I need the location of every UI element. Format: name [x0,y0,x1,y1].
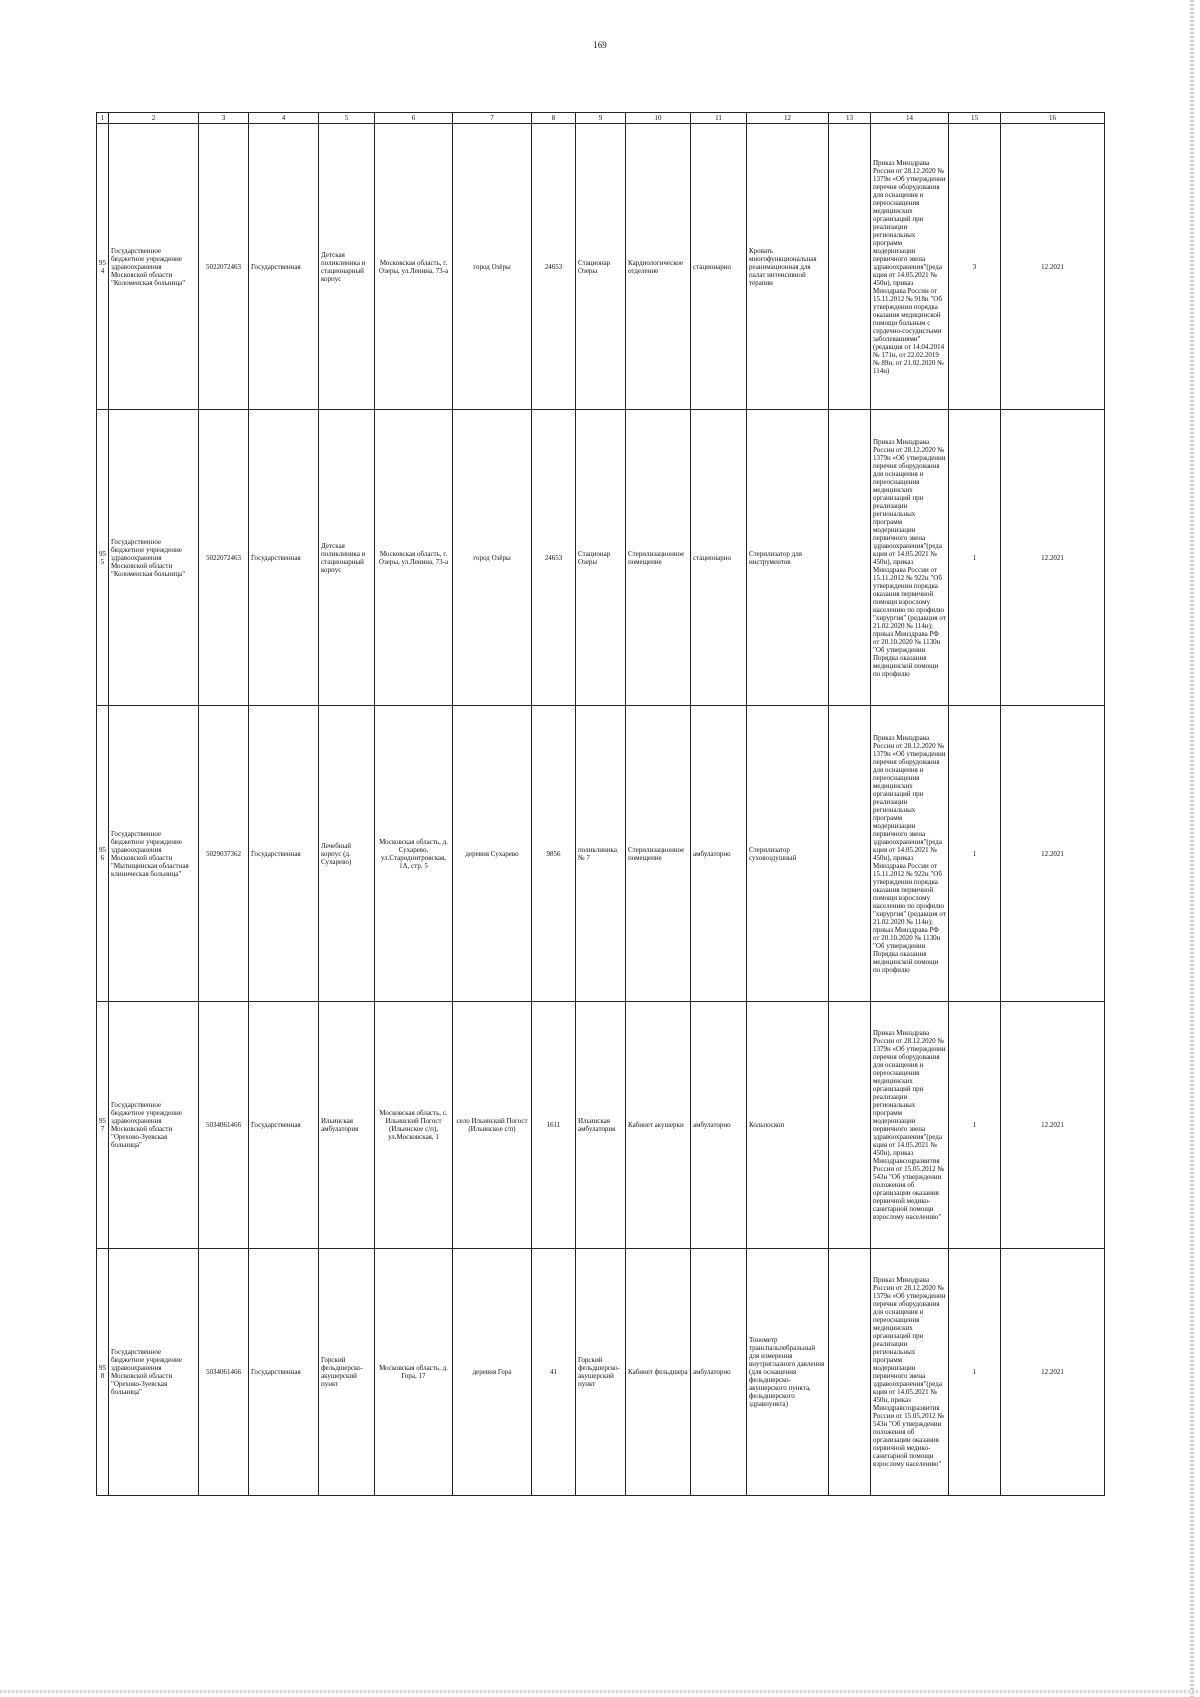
column-13-cell [829,1249,871,1496]
population: 1611 [532,1002,576,1249]
delivery-date: 12.2021 [1001,410,1105,706]
unit-name: Стационар Озеры [576,124,626,410]
column-header: 12 [747,113,829,124]
care-type: стационарно [691,124,747,410]
unit-name: Стационар Озеры [576,410,626,706]
department-name: Кардиологическое отделение [626,124,691,410]
column-header: 3 [199,113,249,124]
unit-name: Горский фельдшерско-акушерский пункт [576,1249,626,1496]
care-type: амбулаторно [691,1249,747,1496]
delivery-date: 12.2021 [1001,706,1105,1002]
delivery-date: 12.2021 [1001,1002,1105,1249]
equipment-name: Кровать многофункциональная реанимационная для палат интенсивной терапии [747,124,829,410]
care-type: амбулаторно [691,1002,747,1249]
row-number: 958 [97,1249,109,1496]
column-header: 2 [109,113,199,124]
column-header: 13 [829,113,871,124]
address: Московская область, г. Озеры, ул.Ленина, 73-а [375,124,453,410]
address: Московская область, д. Гора, 17 [375,1249,453,1496]
organization-name: Государственное бюджетное учреждение здравоохранения Московской области "Орехово-Зуевская больница" [109,1002,199,1249]
population: 24653 [532,410,576,706]
quantity: 1 [949,706,1001,1002]
locality: город Озёры [453,124,532,410]
department-name: Стерилизационное помещение [626,706,691,1002]
inn-value: 5034061466 [199,1249,249,1496]
column-header: 11 [691,113,747,124]
column-13-cell [829,124,871,410]
table-row [97,1249,1105,1496]
page-number: 169 [593,40,607,50]
regulatory-document-text: Приказ Минздрава России от 28.12.2020 № 1379н «Об утверждении перечня оборудования для оснащения и переоснащения медицинских организаций при реализации региональных программ модернизации первичного звена здравоохранения"(реда кция от 14.05.2021 № 450н), приказ Минздрава России от 15.11.2012 № 922н "Об утверждении порядка оказания первичной помощи взрослому населению по профилю "хирургия" (редакция от 21.02.2020 № 114н); приказ Минздрава РФ от 20.10.2020 № 1130н "Об утверждении Порядка оказания медицинской помощи по профилю [873,437,946,678]
column-header: 15 [949,113,1001,124]
equipment-name: Стерилизатор для инструментов [747,410,829,706]
delivery-date: 12.2021 [1001,124,1105,410]
regulatory-document-text: Приказ Минздрава России от 28.12.2020 № 1379н «Об утверждении перечня оборудования для оснащения и переоснащения медицинских организаций при реализации региональных программ модернизации первичного звена здравоохранения"(реда кция от 14.05.2021 № 450н, приказ Минздравсоцразвития России от 15.05.2012 № 543н "Об утверждении положения об организации оказания первичной медико-санитарной помощи взрослому населению" [873,1276,946,1468]
regulatory-document [871,706,949,1002]
locality: деревня Сухарево [453,706,532,1002]
care-type: амбулаторно [691,706,747,1002]
column-header: 4 [249,113,319,124]
quantity: 3 [949,124,1001,410]
locality: село Ильинский Погост (Ильинское с/п) [453,1002,532,1249]
building-name: Ильинская амбулатория [319,1002,375,1249]
ownership-form: Государственная [249,410,319,706]
ownership-form: Государственная [249,124,319,410]
column-header: 16 [1001,113,1105,124]
column-header: 7 [453,113,532,124]
regulatory-document [871,410,949,706]
column-header: 6 [375,113,453,124]
population: 9856 [532,706,576,1002]
ownership-form: Государственная [249,1249,319,1496]
equipment-registry-table [96,112,1105,1496]
column-13-cell [829,706,871,1002]
quantity: 1 [949,410,1001,706]
building-name: Детская поликлиника и стационарный корпус [319,410,375,706]
organization-name: Государственное бюджетное учреждение здравоохранения Московской области "Орехово-Зуевская больница" [109,1249,199,1496]
building-name: Горский фельдшерско-акушерский пункт [319,1249,375,1496]
regulatory-document [871,124,949,410]
regulatory-document-text: Приказ Минздрава России от 28.12.2020 № 1379н «Об утверждении перечня оборудования для оснащения и переоснащения медицинских организаций при реализации региональных программ модернизации первичного звена здравоохранения"(реда кция от 14.05.2021 № 450н), приказ Минздрава России от 15.11.2012 № 922н "Об утверждении порядка оказания первичной помощи взрослому населению по профилю "хирургия" (редакция от 21.02.2020 № 114н); приказ Минздрава РФ от 20.10.2020 № 1130н "Об утверждении Порядка оказания медицинской помощи по профилю [873,733,946,974]
department-name: Кабинет акушерки [626,1002,691,1249]
column-13-cell [829,1002,871,1249]
quantity: 1 [949,1249,1001,1496]
unit-name: Ильинская амбулатория [576,1002,626,1249]
ownership-form: Государственная [249,706,319,1002]
building-name: Детская поликлиника и стационарный корпус [319,124,375,410]
inn-value: 5034061466 [199,1002,249,1249]
regulatory-document-text: Приказ Минздрава России от 28.12.2020 № 1379н «Об утверждении перечня оборудования для оснащения и переоснащения медицинских организаций при реализации региональных программ модернизации первичного звена здравоохранения"(реда кция от 14.05.2021 № 450н), приказ Минздравсоцразвития России от 15.05.2012 № 543н "Об утверждении положения об организации оказания первичной медико-санитарной помощи взрослому населению" [873,1029,946,1221]
locality: деревня Гора [453,1249,532,1496]
address: Московская область, с. Ильинский Погост (Ильинское с/п), ул.Московская, 1 [375,1002,453,1249]
equipment-name: Тонометр транспальпебральный для измерения внутриглазного давления (для оснащения фельдшерско-акушерского пункта, фельдшерского здравпункта) [747,1249,829,1496]
column-header: 8 [532,113,576,124]
address: Московская область, г. Озеры, ул.Ленина, 73-а [375,410,453,706]
department-name: Стерилизационное помещение [626,410,691,706]
unit-name: поликлиника № 7 [576,706,626,1002]
column-13-cell [829,410,871,706]
equipment-name: Стерилизатор суховоздушный [747,706,829,1002]
organization-name: Государственное бюджетное учреждение здравоохранения Московской области "Коломенская больница" [109,410,199,706]
column-header: 10 [626,113,691,124]
column-header: 9 [576,113,626,124]
regulatory-document [871,1249,949,1496]
scan-edge-right [1190,0,1194,1697]
table-row [97,410,1105,706]
table-row [97,124,1105,410]
population: 41 [532,1249,576,1496]
equipment-name: Кольпоскоп [747,1002,829,1249]
regulatory-document-text: Приказ Минздрава России от 28.12.2020 № 1379н «Об утверждении перечня оборудования для оснащения и переоснащения медицинских организаций при реализации региональных программ модернизации первичного звена здравоохранения"(реда кция от 14.05.2021 № 450н), приказ Минздрава России от 15.11.2012 № 918н "Об утверждении порядка оказания медицинской помощи больным с сердечно-сосудистыми заболеваниями" (редакция от 14.04.2014 № 171н, от 22.02.2019 № 89н, от 21.02.2020 № 114н) [873,158,946,375]
quantity: 1 [949,1002,1001,1249]
scan-edge-bottom [0,1690,1200,1693]
inn-value: 5022072463 [199,410,249,706]
column-number-header-row [97,113,1105,124]
inn-value: 5022072463 [199,124,249,410]
ownership-form: Государственная [249,1002,319,1249]
locality: город Озёры [453,410,532,706]
organization-name: Государственное бюджетное учреждение здравоохранения Московской области "Коломенская больница" [109,124,199,410]
delivery-date: 12.2021 [1001,1249,1105,1496]
care-type: стационарно [691,410,747,706]
row-number: 955 [97,410,109,706]
inn-value: 5029037362 [199,706,249,1002]
organization-name: Государственное бюджетное учреждение здравоохранения Московской области "Мытищинская областная клиническая больница" [109,706,199,1002]
address: Московская область, д. Сухарево, ул.Староднитровская, 1А, стр. 5 [375,706,453,1002]
column-header: 5 [319,113,375,124]
row-number: 957 [97,1002,109,1249]
population: 24653 [532,124,576,410]
column-header: 14 [871,113,949,124]
column-header: 1 [97,113,109,124]
table-row [97,1002,1105,1249]
building-name: Лечебный корпус (д. Сухарево) [319,706,375,1002]
regulatory-document [871,1002,949,1249]
row-number: 954 [97,124,109,410]
row-number: 956 [97,706,109,1002]
table-row [97,706,1105,1002]
department-name: Кабинет фельдшера [626,1249,691,1496]
